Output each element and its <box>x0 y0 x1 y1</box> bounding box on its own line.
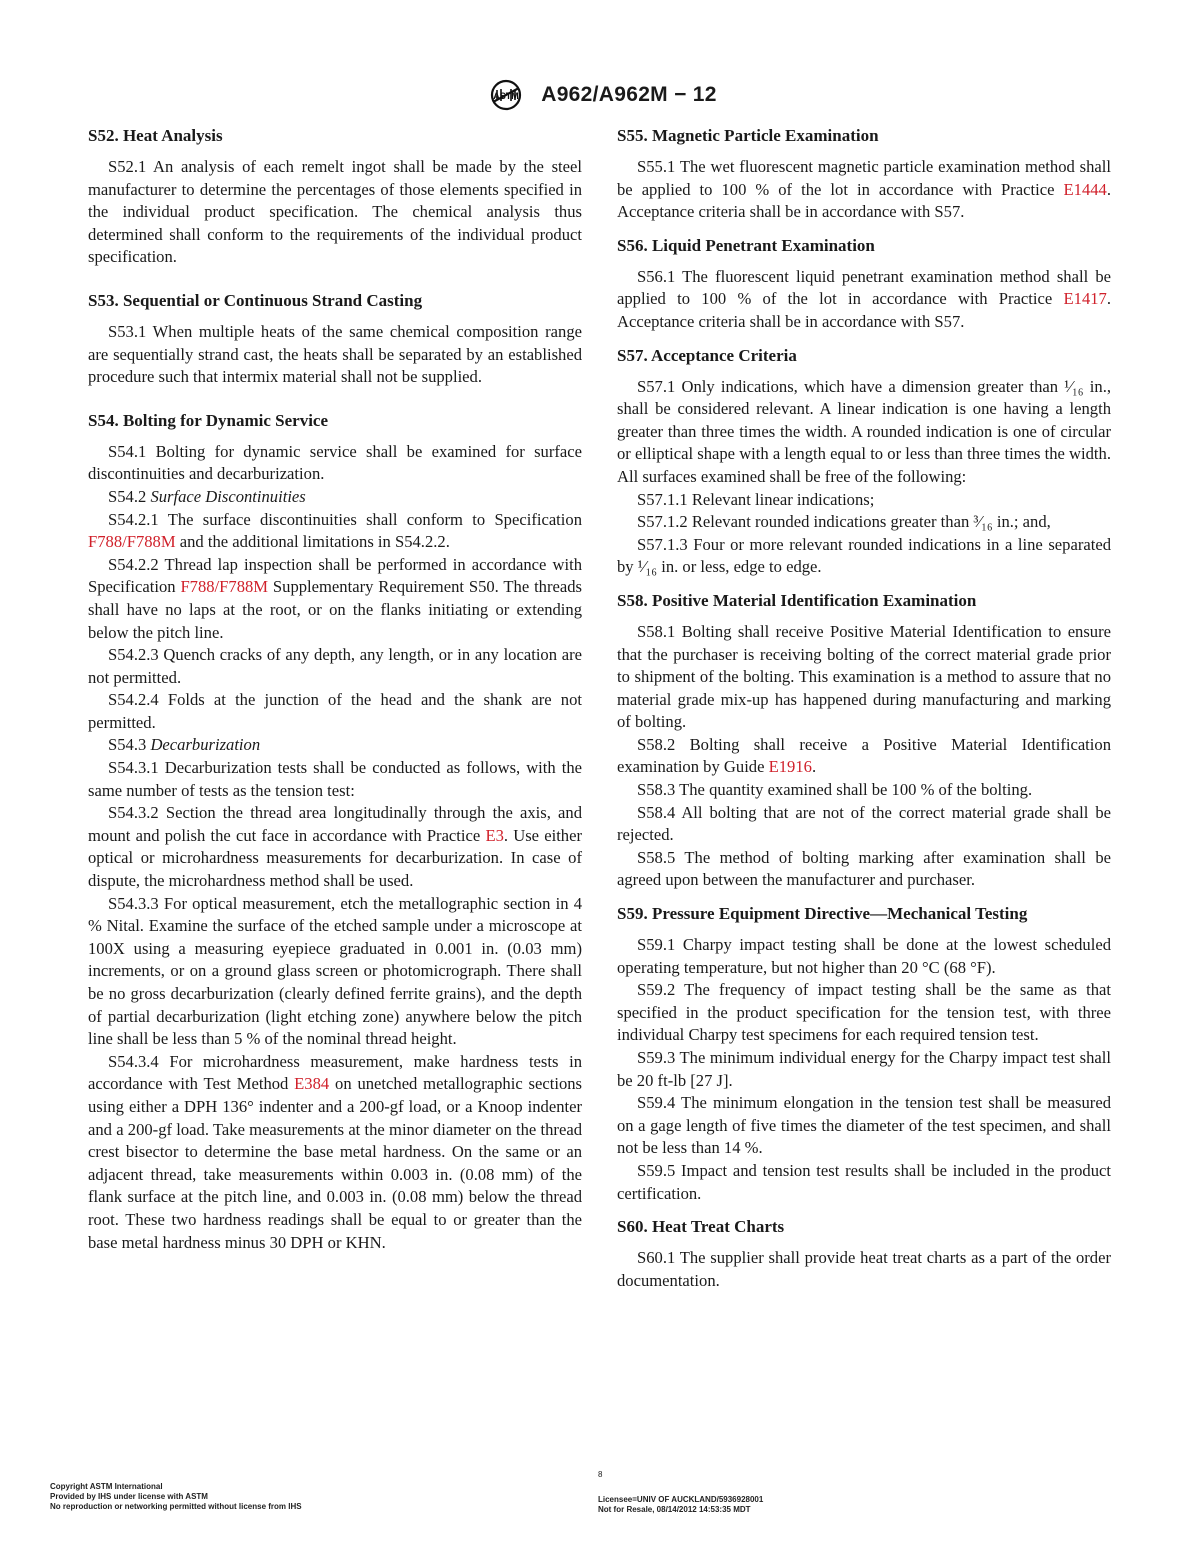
paragraph-s57-1-3: S57.1.3 Four or more relevant rounded indications in a line separated by ¹⁄₁₆ in. or less, edge to edge. <box>617 534 1111 577</box>
paragraph-s59-5: S59.5 Impact and tension test results shall be included in the product certification. <box>617 1160 1111 1203</box>
clause-title: Surface Discontinuities <box>150 486 306 506</box>
reference-link-e3[interactable]: E3 <box>485 825 504 845</box>
paragraph-s58-5: S58.5 The method of bolting marking after examination shall be agreed upon between the manufacturer and purchaser. <box>617 847 1111 890</box>
reference-link-e1916[interactable]: E1916 <box>768 757 812 777</box>
paragraph-s58-4: S58.4 All bolting that are not of the correct material grade shall be rejected. <box>617 802 1111 845</box>
paragraph-text: and the additional limitations in S54.2.2. <box>175 532 450 552</box>
paragraph-s53-1: S53.1 When multiple heats of the same chemical composition range are sequentially strand cast, the heats shall be separated by an established procedure such that intermix material shall not be supplied. <box>88 321 582 387</box>
page-header <box>0 78 1200 112</box>
footer-line: Not for Resale, 08/14/2012 14:53:35 MDT <box>598 1505 751 1514</box>
section-heading-s54: S54. Bolting for Dynamic Service <box>88 410 329 430</box>
section-heading-s58: S58. Positive Material Identification Examination <box>617 590 977 610</box>
reference-link-e384[interactable]: E384 <box>294 1074 330 1094</box>
paragraph-s54-3 <box>88 734 582 757</box>
footer-license <box>598 1495 763 1515</box>
right-column <box>617 122 1111 1292</box>
footer-line: Licensee=UNIV OF AUCKLAND/5936928001 <box>598 1495 764 1504</box>
page-number: 8 <box>598 1470 603 1479</box>
paragraph-s58-3: S58.3 The quantity examined shall be 100 % of the bolting. <box>637 780 1033 800</box>
paragraph-s59-1: S59.1 Charpy impact testing shall be done at the lowest scheduled operating temperature, but not higher than 20 °C (68 °F). <box>617 935 1111 977</box>
paragraph-s52-1: S52.1 An analysis of each remelt ingot shall be made by the steel manufacturer to determine the percentages of those elements specified in the individual product specification. The chemical analysis thus determined shall conform to the requirements of the individual product specification. <box>88 157 582 267</box>
paragraph-s57-1-1: S57.1.1 Relevant linear indications; <box>637 489 875 509</box>
reference-link-f788[interactable]: F788/F788M <box>180 577 269 597</box>
paragraph-text: S55.1 The wet fluorescent magnetic particle examination method shall be applied to 100 % of the lot in accordance with Practice <box>617 157 1111 199</box>
svg-text:ASTM: ASTM <box>493 91 519 101</box>
paragraph-s58-2 <box>617 734 1111 779</box>
paragraph-text: . Acceptance criteria shall be in accordance with S57. <box>617 289 1111 331</box>
section-heading-s56: S56. Liquid Penetrant Examination <box>617 235 875 255</box>
left-column <box>88 122 582 1254</box>
paragraph-s54-2-3: S54.2.3 Quench cracks of any depth, any length, or in any location are not permitted. <box>88 645 582 687</box>
section-heading-s52: S52. Heat Analysis <box>88 126 223 145</box>
paragraph-s55-1 <box>617 156 1111 224</box>
paragraph-s58-1: S58.1 Bolting shall receive Positive Material Identification to ensure that the purchaser is receiving bolting of the correct material grade prior to shipment of the bolting. This examination is a method to assure that no material grade mix-up has happened during manufacturing and marking of bolting. <box>617 621 1111 732</box>
clause-title: Decarburization <box>150 735 261 755</box>
reference-link-e1417[interactable]: E1417 <box>1063 289 1107 309</box>
paragraph-text: . Acceptance criteria shall be in accordance with S57. <box>617 179 1111 222</box>
paragraph-text: . Use either optical or microhardness measurements for decarburization. In case of dispute, the microhardness method shall be used. <box>88 825 582 891</box>
paragraph-text: S58.2 Bolting shall receive a Positive Material Identification examination by Guide <box>617 734 1111 777</box>
footer-line: Copyright ASTM International <box>50 1482 163 1491</box>
section-heading-s57: S57. Acceptance Criteria <box>617 345 797 365</box>
paragraph-text: S54.3.4 For microhardness measurement, make hardness tests in accordance with Test Method <box>88 1051 582 1094</box>
paragraph-s54-3-3: S54.3.3 For optical measurement, etch the metallographic section in 4 % Nital. Examine the surface of the etched sample under a microscope at 100X using a measuring eyepiece graduated in 0.001 in. (0.03 mm) increments, or on a ground glass screen or photomicrograph. There shall be no gross decarburization (clearly defined ferrite grains), and the depth of partial decarburization (light etching zone) anywhere below the pitch line shall be less than 5 % of the nominal thread height. <box>88 893 582 1049</box>
paragraph-s59-4: S59.4 The minimum elongation in the tension test shall be measured on a gage length of five times the diameter of the test specimen, and shall not be less than 14 %. <box>617 1093 1111 1158</box>
paragraph-s57-1: S57.1 Only indications, which have a dimension greater than ¹⁄₁₆ in., shall be considered relevant. A linear indication is one having a length greater than three times the width. A rounded indication is one of circular or elliptical shape with a length equal to or less than three times the width. All surfaces examined shall be free of the following: <box>617 376 1111 486</box>
paragraph-text: S54.2.2 Thread lap inspection shall be performed in accordance with Specification <box>88 554 582 597</box>
paragraph-text: . <box>811 757 817 777</box>
paragraph-s54-2-4: S54.2.4 Folds at the junction of the head and the shank are not permitted. <box>88 690 582 732</box>
paragraph-s59-3: S59.3 The minimum individual energy for the Charpy impact test shall be 20 ft-lb [27 J]. <box>617 1048 1111 1090</box>
paragraph-s54-1: S54.1 Bolting for dynamic service shall be examined for surface discontinuities and decarburization. <box>88 441 582 484</box>
section-heading-s55: S55. Magnetic Particle Examination <box>617 126 879 145</box>
paragraph-s56-1 <box>617 266 1111 334</box>
section-heading-s53: S53. Sequential or Continuous Strand Casting <box>88 290 423 310</box>
document-designation: A962/A962M − 12 <box>541 83 717 106</box>
section-heading-s60: S60. Heat Treat Charts <box>617 1217 785 1237</box>
footer-line: Provided by IHS under license with ASTM <box>50 1492 208 1501</box>
paragraph-s57-1-2: S57.1.2 Relevant rounded indications greater than ³⁄₁₆ in.; and, <box>637 512 1051 532</box>
paragraph-s54-2-2 <box>88 554 582 644</box>
paragraph-s54-3-2 <box>88 802 582 892</box>
paragraph-s60-1: S60.1 The supplier shall provide heat treat charts as a part of the order documentation. <box>617 1248 1111 1290</box>
paragraph-text: S54.3.2 Section the thread area longitudinally through the axis, and mount and polish the cut face in accordance with Practice <box>88 803 582 845</box>
reference-link-e1444[interactable]: E1444 <box>1063 179 1107 199</box>
paragraph-s54-2-1 <box>88 509 582 554</box>
paragraph-text: S56.1 The fluorescent liquid penetrant examination method shall be applied to 100 % of the lot in accordance with Practice <box>617 266 1111 309</box>
footer-line: No reproduction or networking permitted without license from IHS <box>50 1502 302 1511</box>
paragraph-text: Supplementary Requirement S50. The threads shall have no laps at the root, or on the flanks initiating or extending below the pitch line. <box>88 577 582 642</box>
astm-logo-icon <box>483 78 529 112</box>
clause-number: S54.3 <box>108 735 147 755</box>
paragraph-s54-3-4 <box>88 1051 582 1254</box>
paragraph-s54-2 <box>88 486 582 509</box>
paragraph-s54-3-1: S54.3.1 Decarburization tests shall be conducted as follows, with the same number of tests as the tension test: <box>88 758 582 800</box>
clause-number: S54.2 <box>108 486 147 506</box>
section-heading-s59: S59. Pressure Equipment Directive—Mechanical Testing <box>617 904 1028 924</box>
paragraph-text: on unetched metallographic sections using either a DPH 136° indenter and a 200-gf load, or a Knoop indenter and a 200-gf load. Take measurements at the minor diameter on the thread crest bisector to determine the base metal hardness. On the same or an adjacent thread, take measurements within 0.003 in. (0.08 mm) of the flank surface at the pitch line, and 0.003 in. (0.08 mm) below the thread root. These two hardness readings shall be equal to or greater than the base metal hardness minus 30 DPH or KHN. <box>88 1074 582 1252</box>
footer-copyright <box>50 1482 302 1512</box>
paragraph-text: S54.2.1 The surface discontinuities shall conform to Specification <box>108 509 582 529</box>
reference-link-f788[interactable]: F788/F788M <box>88 532 176 552</box>
paragraph-s59-2: S59.2 The frequency of impact testing shall be the same as that specified in the product specification for the tension test, with three individual Charpy test specimens for each required tension test. <box>617 980 1111 1045</box>
